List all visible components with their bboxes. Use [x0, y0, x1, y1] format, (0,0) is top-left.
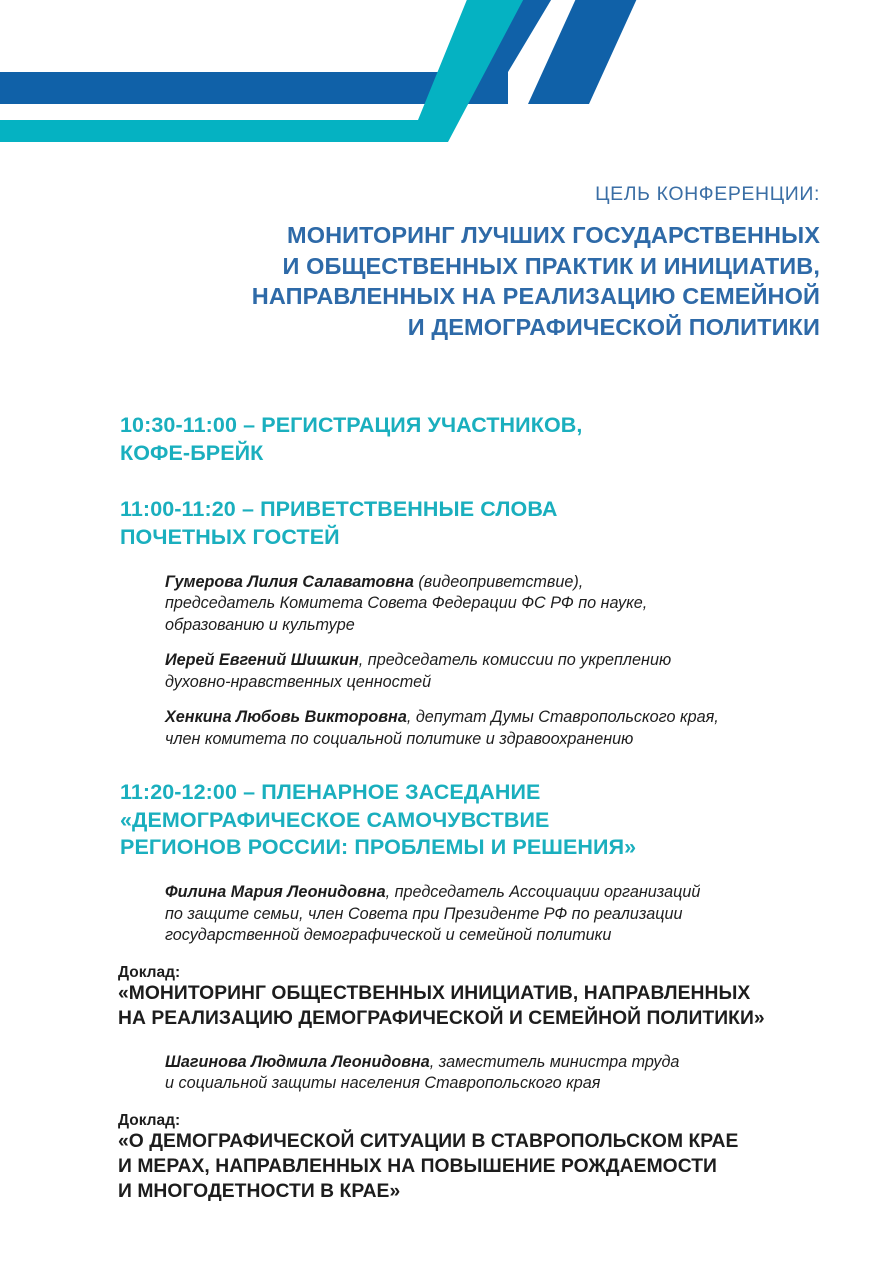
header-ribbon-decoration	[0, 0, 892, 150]
speaker-filina-name: Филина Мария Леонидовна	[165, 883, 386, 902]
session-registration-heading-line-1: 10:30-11:00 – РЕГИСТРАЦИЯ УЧАСТНИКОВ,	[120, 413, 583, 437]
speaker-filina-line-1	[165, 882, 862, 904]
report-title-demography	[0, 1130, 892, 1204]
speaker-filina-line-3: государственной демографической и семейной политики	[165, 926, 612, 945]
speaker-shishkin-role-start: , председатель комиссии по укреплению	[358, 651, 672, 670]
speaker-gumerova-role-start: (видеоприветствие),	[413, 572, 584, 591]
report-title-monitoring-line-2: НА РЕАЛИЗАЦИЮ ДЕМОГРАФИЧЕСКОЙ И СЕМЕЙНОЙ ПОЛИТИКИ»	[118, 1008, 765, 1030]
session-registration	[0, 412, 892, 468]
report-title-monitoring	[0, 982, 892, 1031]
session-registration-heading	[0, 412, 892, 468]
conference-goal-eyebrow: ЦЕЛЬ КОНФЕРЕНЦИИ:	[595, 183, 820, 205]
report-title-demography-line-2: И МЕРАХ, НАПРАВЛЕННЫХ НА ПОВЫШЕНИЕ РОЖДАЕМОСТИ	[118, 1155, 717, 1177]
session-welcome	[0, 496, 892, 751]
goal-title-line-2: И ОБЩЕСТВЕННЫХ ПРАКТИК И ИНИЦИАТИВ,	[282, 252, 820, 279]
goal-title-line-1: МОНИТОРИНГ ЛУЧШИХ ГОСУДАРСТВЕННЫХ	[287, 222, 820, 249]
report-title-monitoring-line-1: «МОНИТОРИНГ ОБЩЕСТВЕННЫХ ИНИЦИАТИВ, НАПРАВЛЕННЫХ	[118, 983, 751, 1005]
speaker-filina	[0, 882, 892, 947]
session-welcome-heading-line-1: 11:00-11:20 – ПРИВЕТСТВЕННЫЕ СЛОВА	[120, 496, 558, 521]
speaker-shishkin-line-1	[165, 650, 862, 672]
session-plenary-heading-line-1: 11:20-12:00 – ПЛЕНАРНОЕ ЗАСЕДАНИЕ	[120, 779, 541, 804]
conference-goal-block	[120, 182, 820, 343]
session-plenary-heading	[0, 779, 892, 863]
report-title-demography-line-3: И МНОГОДЕТНОСТИ В КРАЕ»	[118, 1180, 401, 1202]
speaker-henkina-line-2: член комитета по социальной политике и здравоохранению	[165, 730, 634, 749]
teal-ribbon	[0, 0, 539, 142]
speaker-shaginova-role-start: , заместитель министра труда	[429, 1052, 680, 1071]
speaker-shaginova-line-2: и социальной защиты населения Ставропольского края	[165, 1074, 601, 1093]
speaker-shishkin-line-2: духовно-нравственных ценностей	[165, 672, 432, 691]
report-label-monitoring: Доклад:	[118, 964, 181, 982]
session-plenary-heading-line-2: «ДЕМОГРАФИЧЕСКОЕ САМОЧУВСТВИЕ	[120, 807, 550, 832]
speaker-filina-role-start: , председатель Ассоциации организаций	[385, 883, 701, 902]
speaker-shishkin-name: Иерей Евгений Шишкин	[165, 651, 359, 670]
diagonal-ribbon-graphic	[0, 0, 892, 150]
speaker-gumerova	[0, 572, 892, 637]
speaker-gumerova-line-1	[165, 572, 862, 594]
goal-title-line-4: И ДЕМОГРАФИЧЕСКОЙ ПОЛИТИКИ	[407, 314, 820, 341]
speaker-shishkin	[0, 650, 892, 693]
speaker-henkina	[0, 707, 892, 750]
dark-blue-diagonal-stripe	[528, 0, 650, 104]
session-welcome-heading	[0, 496, 892, 552]
speaker-shaginova	[0, 1052, 892, 1095]
speaker-shaginova-line-1	[165, 1052, 862, 1074]
conference-goal-title	[120, 220, 820, 342]
speaker-gumerova-line-3: образованию и культуре	[165, 615, 355, 634]
speaker-gumerova-name: Гумерова Лилия Салаватовна	[165, 572, 414, 591]
speaker-gumerova-line-2: председатель Комитета Совета Федерации ФС РФ по науке,	[165, 594, 648, 613]
speaker-henkina-name: Хенкина Любовь Викторовна	[165, 708, 407, 727]
session-plenary	[0, 779, 892, 1205]
speaker-henkina-line-1	[165, 707, 862, 729]
speaker-shaginova-name: Шагинова Людмила Леонидовна	[165, 1052, 430, 1071]
goal-title-line-3: НАПРАВЛЕННЫХ НА РЕАЛИЗАЦИЮ СЕМЕЙНОЙ	[251, 283, 820, 310]
session-welcome-heading-line-2: ПОЧЕТНЫХ ГОСТЕЙ	[120, 524, 340, 549]
report-title-demography-line-1: «О ДЕМОГРАФИЧЕСКОЙ СИТУАЦИИ В СТАВРОПОЛЬСКОМ КРАЕ	[118, 1131, 739, 1153]
session-plenary-heading-line-3: РЕГИОНОВ РОССИИ: ПРОБЛЕМЫ И РЕШЕНИЯ»	[120, 835, 637, 860]
schedule-list	[0, 412, 892, 1204]
speaker-filina-line-2: по защите семьи, член Совета при Президенте РФ по реализации	[165, 904, 683, 923]
speaker-henkina-role-start: , депутат Думы Ставропольского края,	[406, 708, 719, 727]
report-label-demography: Доклад:	[118, 1111, 181, 1129]
session-registration-heading-line-2: КОФЕ-БРЕЙК	[120, 440, 264, 465]
